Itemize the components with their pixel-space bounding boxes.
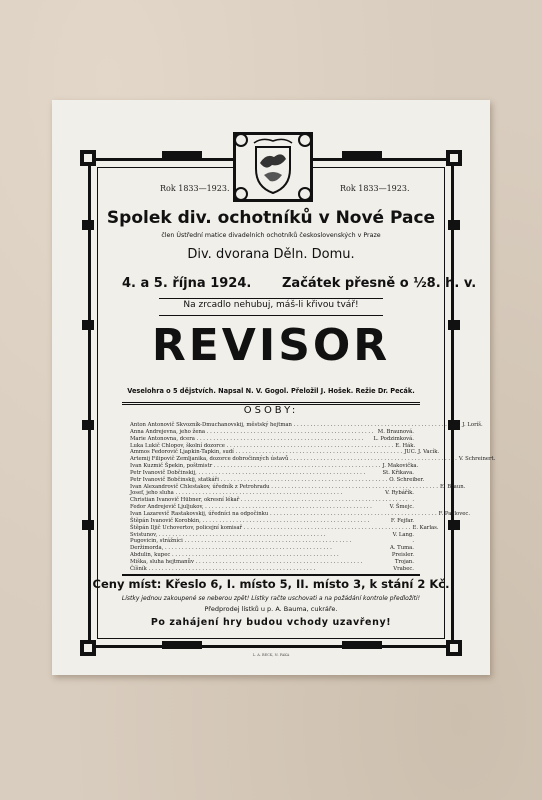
town-crest-icon [236, 135, 310, 199]
cast-role: Miška, sluha hejtmanův . . . . . . . . . . . . . . . . . . . . . . . . . . . . . . . . . . . . . . . . . . . . . . . . . . [130, 558, 363, 565]
cast-row [130, 510, 471, 518]
venue: Div. dvorana Děln. Domu. [187, 247, 355, 262]
cast-row [130, 524, 439, 532]
cast-role: Marie Antonovna, dcera . . . . . . . . . . . . . . . . . . . . . . . . . . . . . . . . . . . . . . . . . . . . . . . . . . [130, 435, 364, 442]
cast-role: Deržimorda, . . . . . . . . . . . . . . . . . . . . . . . . . . . . . . . . . . . . . . . . . . . . . . . . . . [130, 545, 332, 552]
cast-role: Christian Ivanovič Hübner, okresní lékař . . . . . . . . . . . . . . . . . . . . . . . . . . . . . . . . . . . . . . . . . . . . . . . . . . [130, 497, 408, 504]
cast-actor: E. Karlas. [412, 524, 439, 531]
cast-actor: F. Fejfar. [390, 517, 414, 524]
cast-role: Ammos Fedorovič Ljapkin-Tapkin, sudí . . . . . . . . . . . . . . . . . . . . . . . . . . . . . . . . . . . . . . . . . . . . . . . . . . [130, 449, 403, 456]
cast-actor: L. Podzimková. [373, 435, 414, 442]
play-title: REVISOR [151, 320, 391, 371]
ticket-prices: Ceny míst: Křeslo 6, I. místo 5, II. místo 3, k stání 2 Kč. [92, 577, 450, 591]
frame-corner [80, 150, 96, 166]
play-credits: Veselohra o 5 dějstvích. Napsal N. V. Gogol. Přeložil J. Hošek. Režie Dr. Pecák. [127, 386, 415, 395]
cast-actor: V. Lang. [392, 531, 414, 538]
cast-actor: A. Tuma. [389, 545, 414, 552]
cast-role: Petr Ivanovič Dobčinskij, . . . . . . . . . . . . . . . . . . . . . . . . . . . . . . . . . . . . . . . . . . . . . . . . . . [130, 469, 366, 476]
closing-notice: Po zahájení hry budou vchody uzavřeny! [150, 617, 392, 628]
cast-row [130, 504, 414, 511]
cast-row [130, 518, 414, 525]
ticket-note: Lístky jednou zakoupené se neberou zpět! Lístky račte uschovati a na požádání kontrole předložiti! [121, 595, 421, 602]
cast-role: Štěpán Iljič Uchovertov, policejní komisař . . . . . . . . . . . . . . . . . . . . . . . . . . . . . . . . . . . . . . . . . . . . . . . . . . [130, 524, 411, 531]
start-time: Začátek přesně o ½8. h. v. [282, 276, 477, 291]
society-name: Spolek div. ochotníků v Nové Pace [106, 208, 436, 228]
cast-actor: Vrabec. [393, 565, 414, 572]
cast-actor: V. Rybářík. [385, 490, 414, 497]
cast-row [130, 476, 425, 484]
cast-role: Štěpán Ivanovič Korobkin, . . . . . . . . . . . . . . . . . . . . . . . . . . . . . . . . . . . . . . . . . . . . . . . . . . [130, 517, 370, 524]
cast-role: Josef, jeho sluha . . . . . . . . . . . . . . . . . . . . . . . . . . . . . . . . . . . . . . . . . . . . . . . . . . [130, 490, 343, 497]
cast-role: Ivan Kuzmič Špekin, poštmistr . . . . . . . . . . . . . . . . . . . . . . . . . . . . . . . . . . . . . . . . . . . . . . . . . . [130, 463, 381, 470]
cast-role: Pugovicin, strážníci . . . . . . . . . . . . . . . . . . . . . . . . . . . . . . . . . . . . . . . . . . . . . . . . . . [130, 538, 352, 545]
cast-actor: Preisler. [391, 552, 414, 559]
cast-row [130, 483, 466, 491]
cast-row [130, 463, 419, 470]
cast-actor: St. Křikava. [382, 469, 414, 476]
divider [122, 402, 420, 403]
cast-row [130, 422, 483, 429]
cast-row [130, 470, 414, 477]
cast-heading: OSOBY: [243, 405, 299, 416]
cast-role: Anton Antonovič Skvozník-Dmuchanovskij, městský hejtman . . . . . . . . . . . . . . . . . . . . . . . . . . . . . . . . . . . . . . . . . . . . . . . . . . [130, 422, 461, 428]
cast-actor: . [412, 538, 414, 545]
cast-actor: JUC. J. Vacík. [404, 449, 440, 456]
cast-actor: . [412, 497, 414, 504]
theatre-poster [52, 100, 496, 675]
cast-role: Petr Ivanovič Bobčinskij, statkáři . . . . . . . . . . . . . . . . . . . . . . . . . . . . . . . . . . . . . . . . . . . . . . . . . . [130, 476, 388, 483]
cast-row [130, 552, 414, 559]
cast-actor: M. Braunová. [377, 428, 414, 435]
cast-role: Abdulin, kupec . . . . . . . . . . . . . . . . . . . . . . . . . . . . . . . . . . . . . . . . . . . . . . . . . . [130, 552, 339, 559]
cast-actor: E. Hák. [395, 442, 416, 449]
cast-actor: Trojan. [394, 558, 414, 565]
cast-role: Ivan Lazarevič Rastakovskij, úředníci na odpočinku . . . . . . . . . . . . . . . . . . . . . . . . . . . . . . . . . . . . . . . . . . . . . . . . . . [130, 510, 437, 517]
founding-years-right: Rok 1833—1923. [340, 184, 410, 193]
cast-row [130, 429, 414, 436]
cast-role: Číšník . . . . . . . . . . . . . . . . . . . . . . . . . . . . . . . . . . . . . . . . . . . . . . . . . . [130, 565, 316, 572]
cast-actor: J. Makovička. [382, 463, 419, 470]
cast-row [130, 566, 414, 573]
founding-years-left: Rok 1833—1923. [160, 184, 230, 193]
cast-role: Svistunov, . . . . . . . . . . . . . . . . . . . . . . . . . . . . . . . . . . . . . . . . . . . . . . . . . . [130, 531, 326, 538]
cast-actor: F. Pavlovec. [438, 510, 471, 517]
cast-actor: V. Šmejc. [389, 504, 414, 511]
cast-actor: O. Schreiber. [389, 476, 425, 483]
performance-dates: 4. a 5. října 1924. [122, 276, 252, 291]
frame-corner [446, 150, 462, 166]
printer-mark: L. A. BECK, N. PAKA [252, 653, 290, 657]
cast-actor: J. Loríš. [462, 422, 483, 428]
cast-actor: V. Schreinert. [458, 456, 496, 463]
cast-list [130, 422, 496, 573]
cast-row [130, 559, 414, 566]
cast-role: Artemij Filipovič Zemljanika, dozorce dobročinných ústavů . . . . . . . . . . . . . . . . . . . . . . . . . . . . . . . . . . . . . . . . . . . . . . . . . . [130, 456, 457, 463]
presale-info: Předprodej lístků u p. A. Bauma, cukráře. [204, 605, 338, 613]
cast-actor: E. Braun. [439, 483, 466, 490]
cast-role: Anna Andrejevna, jeho žena . . . . . . . . . . . . . . . . . . . . . . . . . . . . . . . . . . . . . . . . . . . . . . . . . . [130, 428, 374, 435]
society-membership: člen Ústřední matice divadelních ochotníků československých v Praze [161, 232, 381, 239]
cast-role: Ivan Alexandrovič Chlestakov, úředník z Petrohradu . . . . . . . . . . . . . . . . . . . . . . . . . . . . . . . . . . . . . . . . . . . . . . . . . . [130, 483, 438, 490]
cast-row [130, 545, 414, 552]
divider [122, 574, 420, 576]
cast-row [130, 436, 414, 443]
motto: Na zrcadlo nehubuj, máš-li křivou tvář! [183, 300, 359, 310]
cast-role: Luka Lukič Chlopov, školní dozorce . . . . . . . . . . . . . . . . . . . . . . . . . . . . . . . . . . . . . . . . . . . . . . . . . . [130, 442, 394, 449]
cast-role: Fedor Andrejevič Ljuljukov, . . . . . . . . . . . . . . . . . . . . . . . . . . . . . . . . . . . . . . . . . . . . . . . . . . [130, 504, 372, 511]
crest-panel [233, 132, 313, 202]
